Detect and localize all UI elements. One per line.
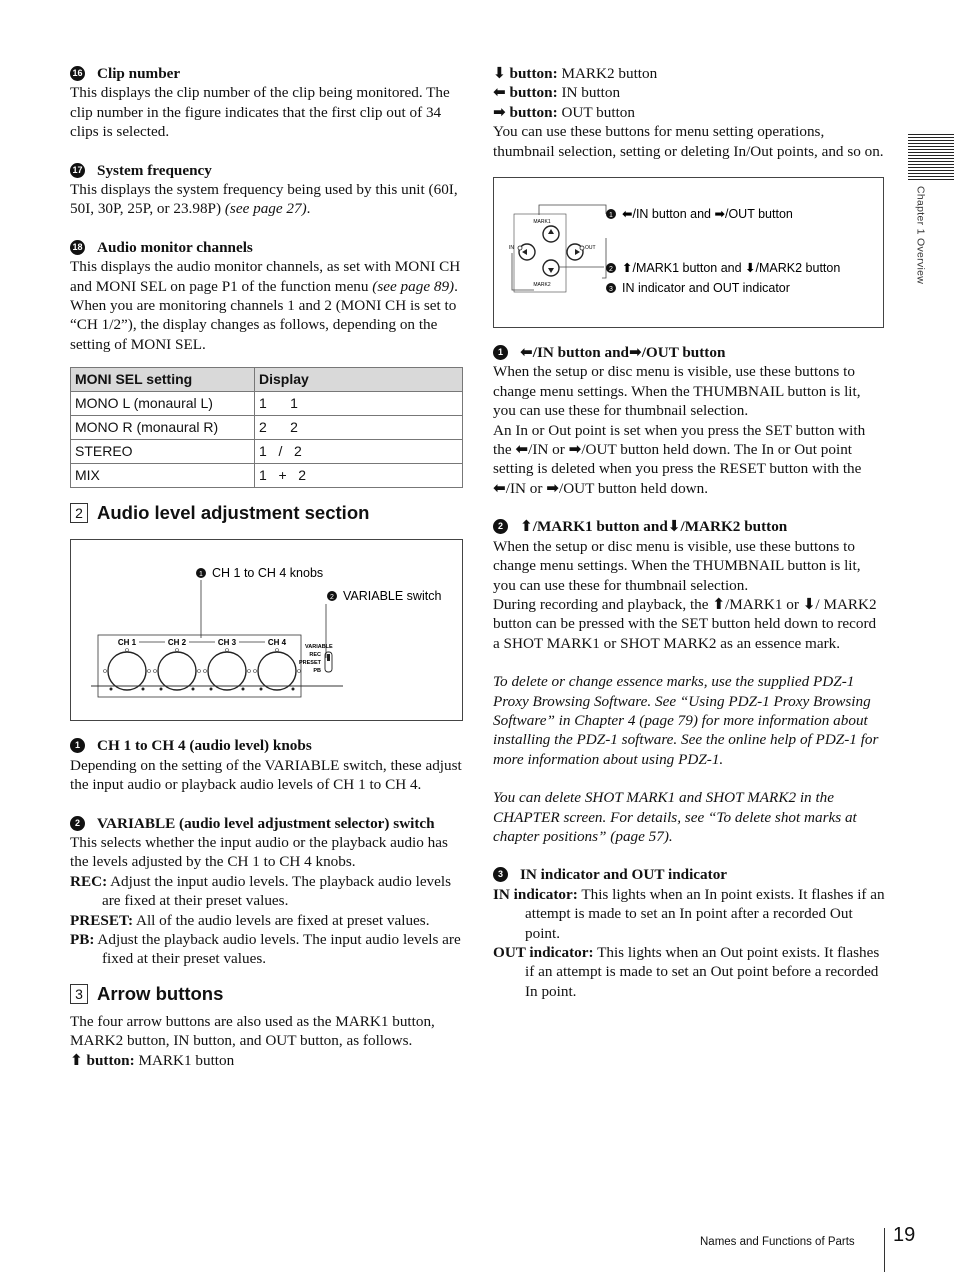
audio-monitor-heading: 18 Audio monitor channels [70, 238, 463, 257]
out-indicator-item: OUT indicator: This lights when an Out point exists. It flashes if an attempt is made to set an Out point before a recorded In point. [493, 944, 880, 1000]
right-column [493, 64, 885, 1001]
item-number: 3 [493, 867, 508, 882]
in-indicator-item: IN indicator: This lights when an In point exists. It flashes if an attempt is made to set an In point after a recorded Out point. [493, 885, 885, 942]
chapter-tab-stripes [908, 134, 954, 180]
table-row: MIX 1 + 2 [71, 464, 463, 488]
item-number: 1 [493, 345, 508, 360]
up-button-line: ⬆ button: MARK1 button [70, 1050, 235, 1069]
knobs-body: Depending on the setting of the VARIABLE switch, these adjust the input audio or playback audio levels of CH 1 to CH 4. [70, 756, 462, 794]
item1-body: When the setup or disc menu is visible, use these buttons to change menu settings. When the THUMBNAIL button is lit, you can use these for thumbnail selection. [493, 363, 861, 420]
section-heading-audio-level: 2 Audio level adjustment section [70, 502, 463, 524]
table-header: Display [255, 368, 463, 392]
svg-text:IN: IN [509, 245, 514, 252]
audio-level-figure [70, 539, 463, 721]
svg-text:VARIABLE: VARIABLE [305, 644, 333, 651]
out-indicator [580, 246, 584, 250]
item3-heading: 3 IN indicator and OUT indicator [493, 865, 885, 884]
arrow-buttons-illustration [494, 178, 883, 327]
section-number: 3 [70, 984, 88, 1004]
item-number: 2 [493, 519, 508, 534]
variable-body: This selects whether the input audio or the playback audio has the levels adjusted by the CH 1 to CH 4 knobs. [70, 833, 448, 871]
right-arrow-icon: ➡ [493, 102, 506, 121]
clip-number-heading: 16 Clip number [70, 64, 463, 83]
page-reference[interactable]: (see page 89) [372, 277, 455, 295]
in-indicator [518, 246, 522, 250]
knob-ch4[interactable] [258, 652, 296, 690]
down-button-line: ⬇ button: MARK2 button [493, 64, 658, 82]
audio-monitor-body: This displays the audio monitor channels, as set with MONI CH and MONI SEL on page P1 of the function menu (see page 89). [70, 258, 461, 295]
svg-text:REC: REC [309, 652, 321, 659]
section-heading-arrow-buttons: 3 Arrow buttons [70, 983, 463, 1005]
channel-label: CH 2 [167, 638, 187, 648]
channel-label: CH 1 [117, 638, 137, 648]
preset-item: PRESET: All of the audio levels are fixed at preset values. [70, 911, 430, 929]
footer-title: Names and Functions of Parts [700, 1236, 855, 1248]
item-number: 17 [70, 163, 85, 178]
moni-sel-table [70, 367, 463, 488]
arrow-buttons-figure [493, 177, 884, 328]
down-arrow-icon: ⬇ [493, 64, 506, 82]
page-reference[interactable]: (see page 27) [224, 200, 307, 218]
variable-switch[interactable] [299, 644, 333, 674]
audio-monitor-body-2: When you are monitoring channels 1 and 2 (MONI CH is set to “CH 1/2”), the display changes as follows, depending on the setting of MONI SEL. [70, 297, 457, 353]
clip-number-body: This displays the clip number of the clip being monitored. The clip number in the figure indicates that the first clip out of 34 clips is selected. [70, 84, 450, 141]
left-column [70, 64, 463, 1070]
svg-text:PRESET: PRESET [298, 660, 321, 667]
arrow-buttons-body: The four arrow buttons are also used as the MARK1 button, MARK2 button, IN button, and OUT button, as follows. [70, 1012, 435, 1050]
svg-text:1: 1 [199, 571, 203, 579]
buttons-body: You can use these buttons for menu setting operations, thumbnail selection, setting or deleting In/Out points, and so on. [493, 123, 884, 160]
page-number: 19 [893, 1224, 916, 1246]
item-number: 2 [70, 816, 85, 831]
system-frequency-body: This displays the system frequency being used by this unit (60I, 50I, 30P, 25P, or 23.98P) (see page 27). [70, 181, 458, 218]
channel-label: CH 4 [267, 638, 287, 648]
system-frequency-heading: 17 System frequency [70, 161, 463, 180]
item1-body-2: An In or Out point is set when you press the SET button with the ⬅/IN or ➡/OUT button held down. The In or Out point setting is deleted when you press the RESET button with the ⬅/IN or ➡/OUT button held down. [493, 421, 866, 497]
variable-callout: VARIABLE switch [343, 589, 442, 604]
knobs-callout: CH 1 to CH 4 knobs [212, 566, 324, 581]
section-number: 2 [70, 503, 88, 523]
audio-panel-illustration [71, 540, 462, 720]
svg-text:2: 2 [330, 594, 334, 602]
right-button-line: ➡ button: OUT button [493, 102, 635, 121]
svg-text:2: 2 [609, 266, 613, 274]
item-number: 1 [70, 738, 85, 753]
knob-ch2[interactable] [158, 652, 196, 690]
chapter-label: Chapter 1 Overview [914, 186, 927, 285]
table-header-row [71, 368, 463, 392]
item2-heading: 2 ⬆ /MARK1 button and ⬇ /MARK2 button [493, 517, 885, 536]
svg-text:MARK1: MARK1 [533, 219, 551, 226]
svg-text:MARK2: MARK2 [533, 282, 551, 289]
svg-text:3: 3 [609, 286, 613, 294]
up-arrow-icon: ⬆ [70, 1050, 83, 1069]
table-header: MONI SEL setting [71, 368, 255, 392]
fig-label-1: ⬅/IN button and ➡/OUT button [622, 206, 793, 222]
table-row: STEREO 1 / 2 [71, 440, 463, 464]
note-essence-marks: To delete or change essence marks, use the supplied PDZ-1 Proxy Browsing Software. See “Using PDZ-1 Proxy Browsing Software” in Chapter 4 (page 79) for more information about installing the PDZ-1 software. See the online help of PDZ-1 for more information about using PDZ-1. [493, 673, 879, 768]
item1-heading: 1 ⬅ /IN button and ➡ /OUT button [493, 343, 885, 362]
svg-text:1: 1 [609, 212, 613, 220]
rec-item: REC: Adjust the input audio levels. The playback audio levels are fixed at their preset values. [70, 872, 452, 910]
item-number: 16 [70, 66, 85, 81]
fig-label-3: IN indicator and OUT indicator [622, 281, 790, 296]
fig-label-2: ⬆/MARK1 button and ⬇/MARK2 button [622, 260, 841, 276]
table-row: MONO L (monaural L) 1 1 [71, 392, 463, 416]
knob-ch1[interactable] [108, 652, 146, 690]
item2-body: When the setup or disc menu is visible, use these buttons to change menu settings. When the THUMBNAIL button is lit, you can use these for thumbnail selection. [493, 537, 861, 594]
knob-ch3[interactable] [208, 652, 246, 690]
svg-text:PB: PB [313, 668, 321, 675]
knobs-heading: 1 CH 1 to CH 4 (audio level) knobs [70, 736, 463, 755]
channel-label: CH 3 [217, 638, 237, 648]
variable-heading: 2 VARIABLE (audio level adjustment selector) switch [70, 814, 463, 833]
pb-item: PB: Adjust the playback audio levels. The input audio levels are fixed at their preset values. [70, 930, 461, 968]
channel-knobs [104, 638, 301, 691]
svg-text:OUT: OUT [585, 245, 596, 252]
table-row: MONO R (monaural R) 2 2 [71, 416, 463, 440]
item-number: 18 [70, 240, 85, 255]
left-button-line: ⬅ button: IN button [493, 83, 621, 102]
footer-divider [884, 1228, 885, 1272]
left-arrow-icon: ⬅ [493, 83, 506, 102]
item2-body-2: During recording and playback, the ⬆/MARK1 or ⬇/ MARK2 button can be pressed with the SET button held down to record a SHOT MARK1 or SHOT MARK2 as an essence mark. [493, 594, 877, 652]
note-shot-marks: You can delete SHOT MARK1 and SHOT MARK2 in the CHAPTER screen. For details, see “To delete shot marks at chapter positions” (page 57). [493, 789, 857, 845]
